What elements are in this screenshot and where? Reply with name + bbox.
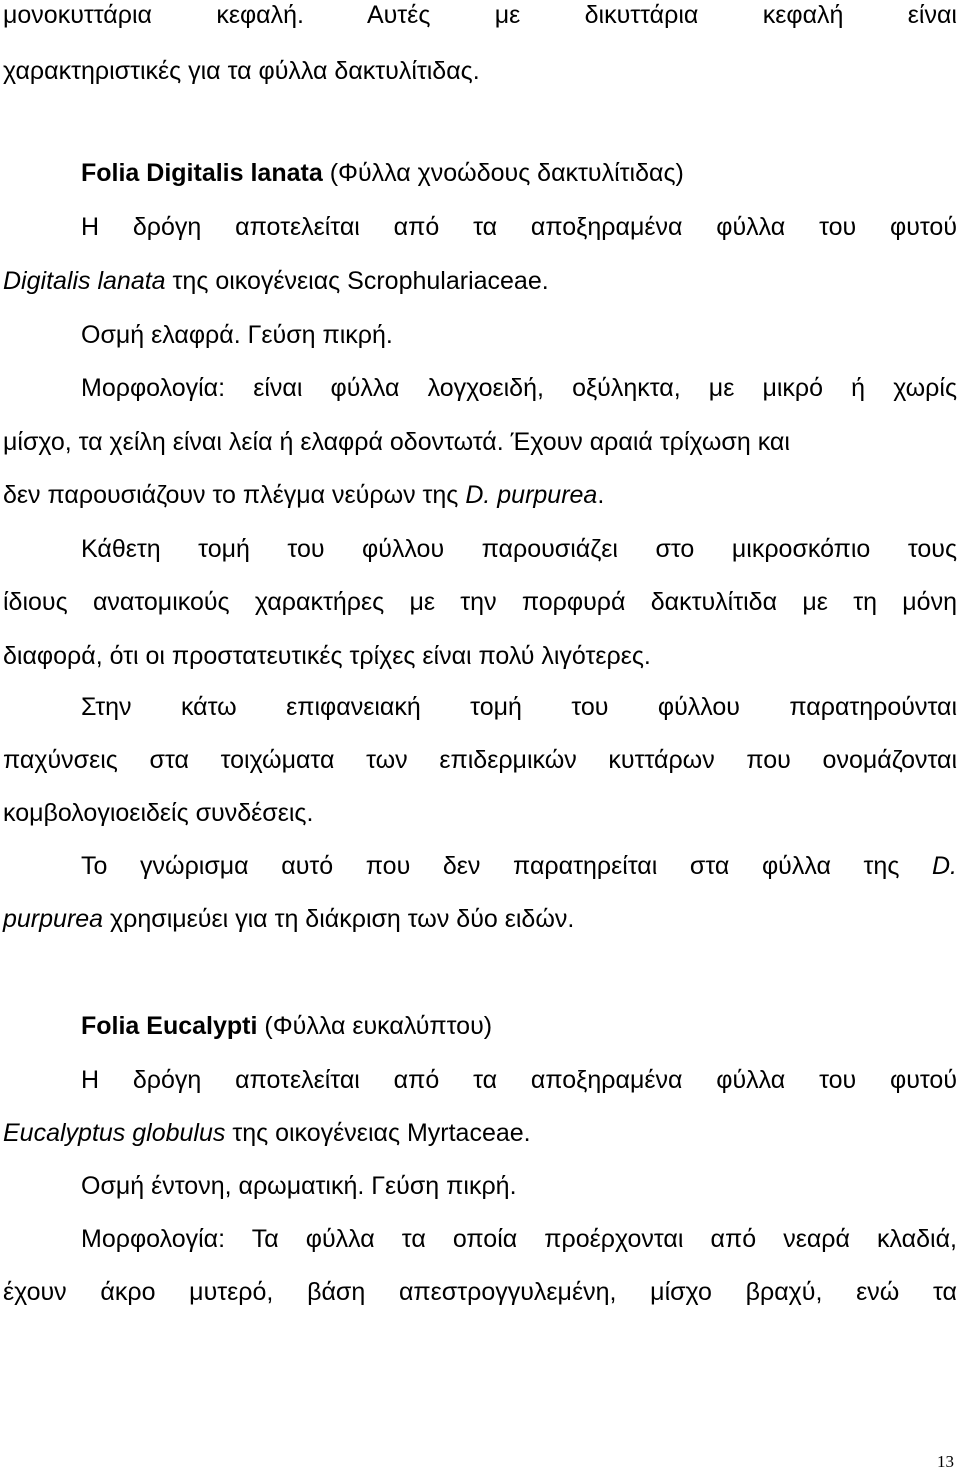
section-heading-digitalis xyxy=(81,158,957,188)
text-span: της οικογένειας Scrophulariaceae. xyxy=(172,267,549,295)
species-name: Digitalis lanata xyxy=(3,267,166,295)
heading-rest: (Φύλλα χνοώδους δακτυλίτιδας) xyxy=(329,159,684,187)
text-line xyxy=(3,266,957,296)
text-line: μονοκυττάρια κεφαλή. Αυτές με δικυττάρια κεφαλή είναι xyxy=(3,1,957,29)
text-line xyxy=(3,480,957,510)
text-line: Η δρόγη αποτελείται από τα αποξηραμένα φύλλα του φυτού xyxy=(81,213,957,241)
text-line xyxy=(81,851,957,881)
text-line: Κάθετη τομή του φύλλου παρουσιάζει στο μικροσκόπιο τους xyxy=(81,535,957,563)
text-line xyxy=(3,904,957,934)
text-line: χαρακτηριστικές για τα φύλλα δακτυλίτιδας. xyxy=(3,57,480,85)
text-span: της οικογένειας Myrtaceae. xyxy=(232,1119,531,1147)
text-line: Μορφολογία: Τα φύλλα τα οποία προέρχονται από νεαρά κλαδιά, xyxy=(81,1225,957,1253)
text-line: κομβολογιοειδείς συνδέσεις. xyxy=(3,799,314,827)
text-line: ίδιους ανατομικούς χαρακτήρες με την πορφυρά δακτυλίτιδα με τη μόνη xyxy=(3,588,957,616)
text-line: παχύνσεις στα τοιχώματα των επιδερμικών κυττάρων που ονομάζονται xyxy=(3,746,957,774)
section-heading-eucalypti xyxy=(81,1011,957,1041)
text-line: Οσμή ελαφρά. Γεύση πικρή. xyxy=(81,321,393,349)
species-name: D. xyxy=(932,852,957,880)
text-line: Μορφολογία: είναι φύλλα λογχοειδή, οξύληκτα, με μικρό ή χωρίς xyxy=(81,374,957,402)
text-span: . xyxy=(597,481,605,509)
text-line xyxy=(3,1118,957,1148)
species-name: Eucalyptus globulus xyxy=(3,1119,226,1147)
text-line: Στην κάτω επιφανειακή τομή του φύλλου παρατηρούνται xyxy=(81,693,957,721)
text-span: χρησιμεύει για τη διάκριση των δύο ειδών. xyxy=(110,905,575,933)
text-line: μίσχο, τα χείλη είναι λεία ή ελαφρά οδοντωτά. Έχουν αραιά τρίχωση και xyxy=(3,428,790,456)
heading-rest: (Φύλλα ευκαλύπτου) xyxy=(264,1012,493,1040)
text-line: Η δρόγη αποτελείται από τα αποξηραμένα φύλλα του φυτού xyxy=(81,1066,957,1094)
text-line: διαφορά, ότι οι προστατευτικές τρίχες είναι πολύ λιγότερες. xyxy=(3,642,651,670)
text-span: δεν παρουσιάζουν το πλέγμα νεύρων της xyxy=(3,481,459,509)
heading-bold: Folia Digitalis lanata xyxy=(81,159,323,187)
text-span: Το γνώρισμα αυτό που δεν παρατηρείται στα φύλλα της xyxy=(81,852,900,880)
species-name: purpurea xyxy=(3,905,104,933)
species-name: D. purpurea xyxy=(465,481,598,509)
text-line: έχουν άκρο μυτερό, βάση απεστρογγυλεμένη, μίσχο βραχύ, ενώ τα xyxy=(3,1278,957,1306)
page-number: 13 xyxy=(937,1452,954,1471)
heading-bold: Folia Eucalypti xyxy=(81,1012,258,1040)
text-line: Οσμή έντονη, αρωματική. Γεύση πικρή. xyxy=(81,1172,517,1200)
